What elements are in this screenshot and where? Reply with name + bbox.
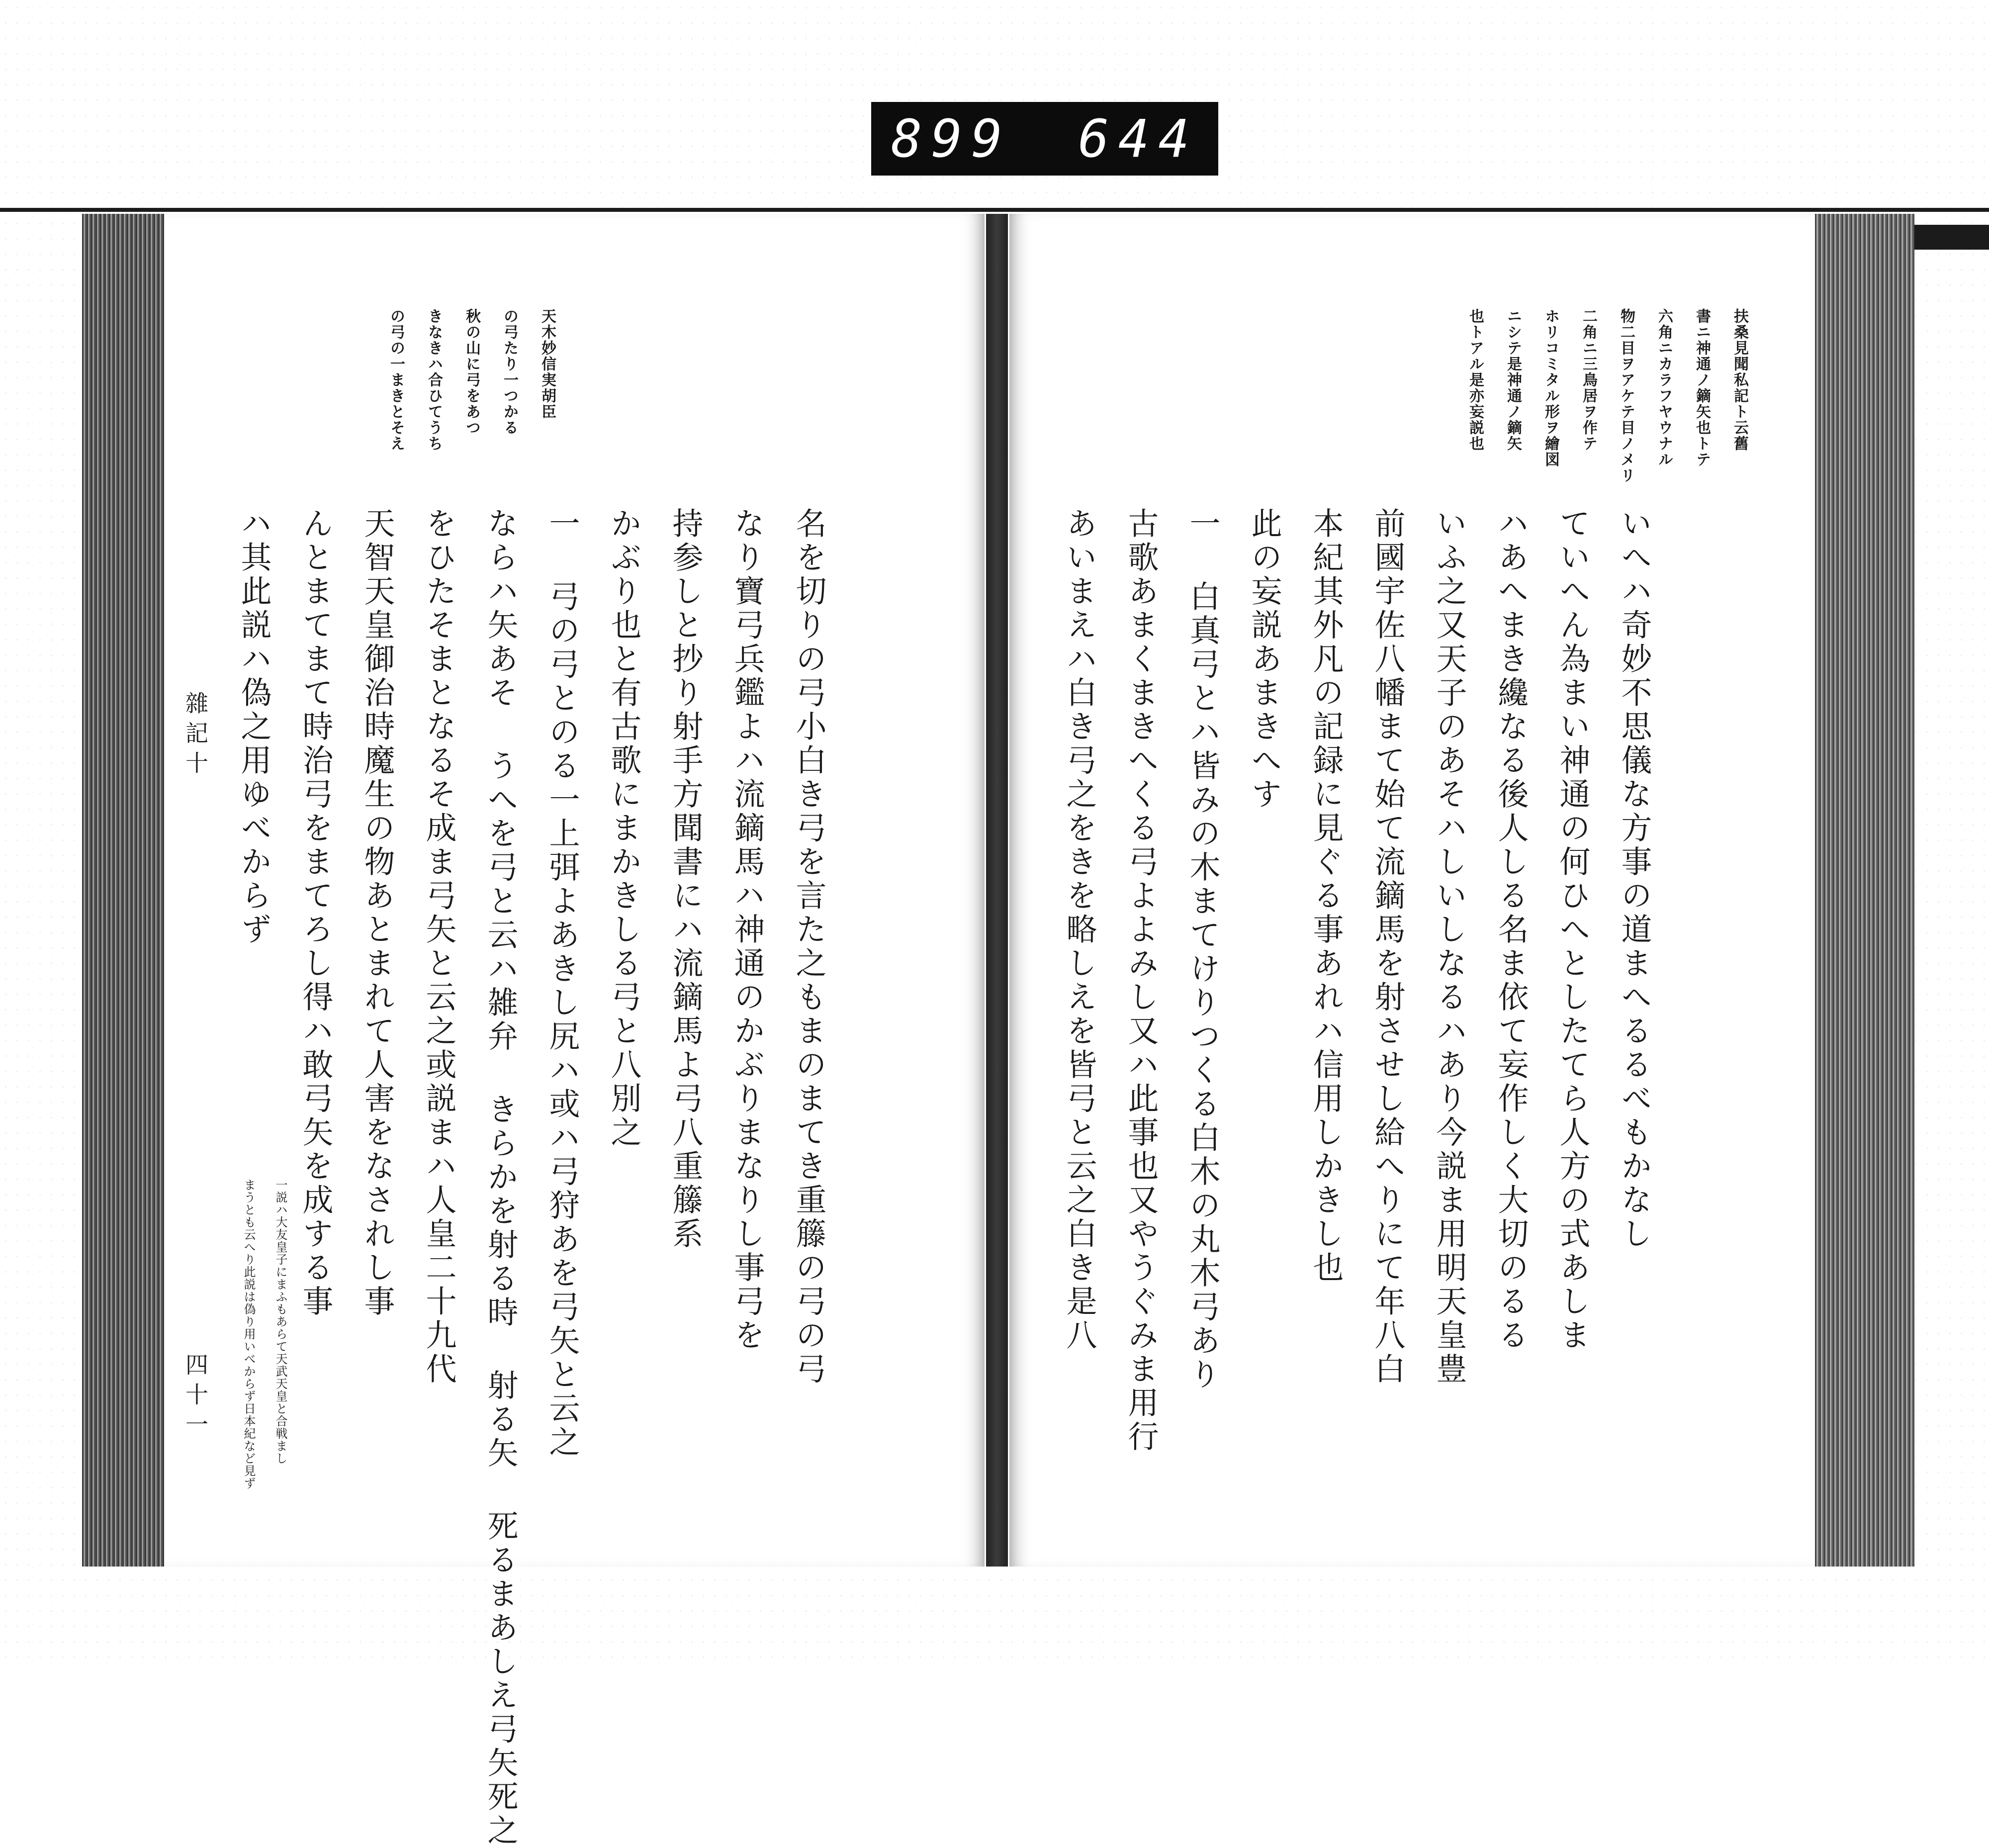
- book-spine: [986, 214, 1008, 1567]
- left-text-column: をひたそまとなるそ成ま弓矢と云之或説まハ人皇二十九代: [421, 507, 457, 1386]
- left-headnote-line: 天木妙信実胡臣: [539, 308, 556, 420]
- right-page: [1009, 214, 1815, 1567]
- right-text-column: 一 白真弓とハ皆みの木まてけりつくる白木の丸木弓あり: [1184, 507, 1221, 1392]
- left-subnote-line: 一説ハ大友皇子にまふもあらて天武天皇と合戦まし: [273, 1179, 287, 1465]
- call-number-label: [871, 102, 1218, 176]
- right-headnote-line: 扶桑見聞私記ト云舊: [1731, 308, 1748, 452]
- right-text-column: ていへん為まい神通の何ひへとしたてら人方の式あしま: [1554, 507, 1591, 1353]
- right-text-column: 前國宇佐八幡まて始て流鏑馬を射させし給へりにて年八白: [1369, 507, 1406, 1386]
- right-text-column: 古歌あまくまきへくる弓よよみし又ハ此事也又やうぐみま用行: [1123, 507, 1159, 1454]
- right-text-column: あいまえハ白き弓之をきを略しえを皆弓と云之白き是八: [1061, 507, 1097, 1353]
- right-text-column: いふ之又天子のあそハしいしなるハあり今説ま用明天皇豊: [1431, 507, 1467, 1386]
- right-headnote-line: 物二目ヲアケテ目ノメリ: [1618, 308, 1635, 483]
- call-number-right: 644: [1078, 108, 1198, 169]
- left-text-column: 天智天皇御治時魔生の物あとまれて人害をなされし事: [359, 507, 395, 1319]
- left-text-column: 一 弓の弓とのる一上弭よあきし尻ハ或ハ弓狩あを弓矢と云之: [544, 507, 580, 1460]
- left-text-column: んとまてまて時治弓をまてろし得ハ敢弓矢を成する事: [297, 507, 334, 1319]
- left-headnote-line: きなきハ合ひてうち: [425, 308, 443, 452]
- left-text-column: 名を切りの弓小白き弓を言た之もまのまてき重籐の弓の弓: [791, 507, 827, 1386]
- left-main-text: [229, 507, 833, 1848]
- left-text-column: ハ其此説ハ偽之用ゆべからず: [236, 507, 272, 947]
- right-headnote-line: 也トアル是亦妄説也: [1466, 308, 1484, 452]
- left-text-column: かぶり也と有古歌にまかきしる弓と八別之: [606, 507, 642, 1150]
- left-page: [164, 214, 985, 1848]
- left-headnote: [383, 308, 560, 452]
- right-headnote-line: ニシテ是神通ノ鏑矢: [1504, 308, 1522, 452]
- call-number-left: 899: [891, 108, 1011, 169]
- right-headnote-line: ホリコミタル形ヲ繪図: [1542, 308, 1559, 467]
- page-edges-right: [1815, 214, 1914, 1567]
- left-text-column: なり寶弓兵鑑よハ流鏑馬ハ神通のかぶりまなりし事弓を: [729, 507, 765, 1353]
- scan-top-rule: [0, 208, 1989, 212]
- left-subnote-line: まうとも云へり此説は偽り用いべからず日本紀など見ず: [242, 1179, 256, 1489]
- right-headnote-line: 六角ニカラフヤウナル: [1655, 308, 1673, 467]
- right-headnote-line: 二角ニ三鳥居ヲ作テ: [1580, 308, 1597, 452]
- page-tab-right: [1914, 225, 1989, 250]
- right-text-column: ハあへまき纔なる後人しる名ま依て妄作しく大切のるる: [1493, 507, 1529, 1353]
- left-text-column: 持参しと抄り射手方聞書にハ流鏑馬よ弓八重籐系: [667, 507, 704, 1251]
- left-headnote-line: 秋の山に弓をあつ: [463, 308, 480, 436]
- right-main-text: [1054, 507, 1659, 1454]
- right-headnote-line: 書ニ神通ノ鏑矢也トテ: [1693, 308, 1711, 467]
- right-text-column: 本紀其外凡の記録に見ぐる事あれハ信用しかきし也: [1308, 507, 1344, 1285]
- left-headnote-line: の弓の一まきとそえ: [387, 308, 405, 452]
- right-headnote: [1462, 308, 1752, 483]
- left-headnote-line: の弓たり一つかる: [501, 308, 518, 436]
- left-subnote: [239, 1179, 290, 1489]
- page-edges-left: [82, 214, 169, 1567]
- right-text-column: 此の妄説あまきへす: [1246, 507, 1282, 812]
- running-title: 雜記十: [182, 691, 209, 781]
- left-text-column: ならハ矢あそ うへを弓と云ハ雑弁 きらかを射る時 射る矢 死るまあしえ弓矢死之: [482, 507, 519, 1848]
- folio-number: 四十一: [182, 1353, 209, 1442]
- right-text-column: いへハ奇妙不思儀な方事の道まへるるべもかなし: [1616, 507, 1652, 1251]
